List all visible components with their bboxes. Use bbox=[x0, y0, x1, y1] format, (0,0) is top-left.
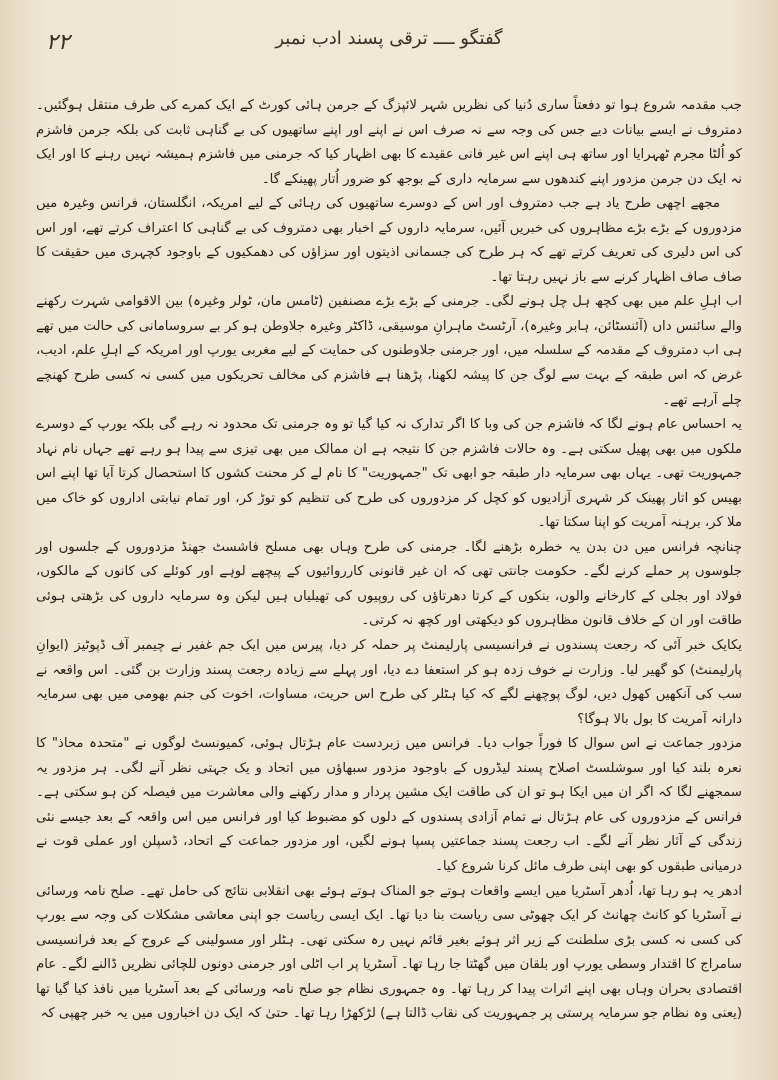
paragraph: مجھے اچھی طرح یاد ہے جب دمتروف اور اس کے دوسرے ساتھیوں کی رہائی کے لیے امریکہ، انگلستان، فرانس وغیرہ میں مزدوروں کے بڑے بڑے مظاہروں کی خبریں آئیں، سرمایہ داروں کے اخبار بھی دمتروف کی بے گناہی کا اعتراف کرتے تھے، اور اس کی اس دلیری کی تعریف کرتے تھے کہ ہر طرح کی جسمانی اذیتوں اور سزاؤں کی دھمکیوں کے باوجود کچہری میں حقیقت کا صاف صاف اظہار کرنے سے باز نہیں رہتا تھا۔ bbox=[36, 196, 742, 285]
paragraph: ادھر یہ ہو رہا تھا، اُدھر آسٹریا میں ایسے واقعات ہوتے جو المناک ہوتے ہوئے بھی انقلابی نتائج کی حامل تھے۔ صلح نامہ ورسائی نے آسٹریا کو کانٹ چھانٹ کر ایک چھوٹی سی ریاست بنا دیا تھا۔ ایک ایسی ریاست جو اپنی معاشی مشکلات کی وجہ سے یورپ کی کسی نہ کسی بڑی سلطنت کے زیر اثر ہوئے بغیر قائم نہیں رہ سکتی تھی۔ ہٹلر اور مسولینی کے عروج کے بعد فرانسیسی سامراج کا اقتدار وسطی یورپ اور بلقان میں گھٹتا جا رہا تھا۔ آسٹریا پر اب اٹلی اور جرمنی دونوں للچائی نظریں ڈالنے لگے۔ عام اقتصادی بحران وہاں بھی اپنے اثرات پیدا کر رہا تھا۔ وہ جمہوری نظام جو صلح نامہ ورسائی کے بعد آسٹریا میں نافذ کیا گیا تھا (یعنی وہ نظام جو سرمایہ پرستی پر جمہوریت کی نقاب ڈالتا ہے) لڑکھڑا رہا تھا۔ حتیٰ کہ ایک دن اخباروں میں یہ خبر چھپی کہ bbox=[36, 883, 742, 1022]
body-text bbox=[36, 94, 742, 1064]
paragraph: چنانچہ فرانس میں دن بدن یہ خطرہ بڑھنے لگا۔ جرمنی کی طرح وہاں بھی مسلح فاشسٹ جھنڈ مزدوروں کے جلسوں اور جلوسوں پر حملے کرنے لگے۔ حکومت جانتی تھی کہ ان غیر قانونی کارروائیوں کے پیچھے لوہے اور کوئلے کی کانوں کے مالکوں، فولاد اور بجلی کے کارخانے والوں، بنکوں کے کرتا دھرتاؤں کی روپیوں کی تھیلیاں ہیں لیکن وہ سرمایہ داروں کی بڑھتی ہوئی طاقت اور ان کے خلاف قانون مظاہروں کو دیکھتی اور کچھ نہ کرتی۔ bbox=[36, 539, 742, 629]
page-number: ۲۲ bbox=[46, 30, 70, 55]
paragraph: اب اہلِ علم میں بھی کچھ ہل چل ہونے لگی۔ جرمنی کے بڑے بڑے مصنفین (ٹامس مان، ٹولر وغیرہ) بین الاقوامی شہرت رکھنے والے سائنس داں (آئنسٹائن، ہابر وغیرہ)، آرٹسٹ ماہرانِ موسیقی، ڈاکٹر وغیرہ جلاوطن ہو کر بے سروسامانی کی حالت میں تھے ہی اب دمتروف کے مقدمہ کے سلسلہ میں، اور جرمنی جلاوطنوں کی حمایت کے لیے مغربی یورپ اور امریکہ کے اہلِ علم، ادیب، غرض کہ اس طبقہ کے بہت سے لوگ جن کا پیشہ لکھنا، پڑھنا ہے فاشزم کی مخالف تحریکوں میں کسی نہ کسی طرح کھنچے چلے آرہے تھے۔ bbox=[36, 294, 742, 408]
paragraph: مزدور جماعت نے اس سوال کا فوراً جواب دیا۔ فرانس میں زبردست عام ہڑتال ہوئی، کمیونسٹ لوگوں نے "متحدہ محاذ" کا نعرہ بلند کیا اور سوشلسٹ اصلاح پسند لیڈروں کے باوجود مزدور سبھاؤں میں اتحاد و یک جہتی نظر آنے لگی۔ ہر مزدور یہ سمجھنے لگا کہ اگر ان میں ایکا ہو تو ان کی طاقت ایک مشین پردار و مدار رکھنے والی معاشرت میں فیصلہ کن ہو سکتی ہے۔ فرانس کے مزدوروں کی عام ہڑتال نے تمام آزادی پسندوں کے دلوں کو مضبوط کیا اور فرانس میں اس واقعہ کے بعد جیسے نئی زندگی کے آثار نظر آنے لگے۔ اب رجعت پسند جماعتیں پسپا ہونے لگیں، اور مزدور جماعت کے اتحاد، ڈسپلن اور عملی قوت نے درمیانی طبقوں کو بھی اپنی طرف مائل کرنا شروع کیا۔ bbox=[36, 736, 742, 874]
running-title: گفتگو ــــ ترقی پسند ادب نمبر bbox=[275, 28, 503, 49]
paragraph: جب مقدمہ شروع ہوا تو دفعتاً ساری دُنیا کی نظریں شہر لائپزگ کے جرمن ہائی کورٹ کے ایک کمرے کی طرف منتقل ہوگئیں۔ دمتروف نے ایسے بیانات دیے جس کی وجہ سے نہ صرف اس نے اپنے اور اپنے ساتھیوں کی بے گناہی ثابت کی بلکہ جرمن فاشزم کو اُلٹا مجرم ٹھہرایا اور ساتھ ہی اپنے اس غیر فانی عقیدے کا بھی اظہار کیا کہ جرمنی میں فاشزم ہمیشہ نہیں رہنے کا اور ایک نہ ایک دن جرمن مزدور اپنے کندھوں سے سرمایہ داری کے بوجھ کو ضرور اُتار پھینکے گا۔ bbox=[36, 98, 742, 187]
paragraph: یکایک خبر آئی کہ رجعت پسندوں نے فرانسیسی پارلیمنٹ پر حملہ کر دیا، پیرس میں ایک جم غفیر نے چیمبر آف ڈپوٹیز (ایوانِ پارلیمنٹ) کو گھیر لیا۔ وزارت نے خوف زدہ ہو کر استعفا دے دیا، اور پہلے سے زیادہ رجعت پسند وزارت بن گئی۔ اس واقعہ نے سب کی آنکھیں کھول دیں، لوگ پوچھنے لگے کہ کیا ہٹلر کی طرح اس حریت، مساوات، اخوت کی جنم بھومی میں بھی سرمایہ دارانہ آمریت کا بول بالا ہوگا؟ bbox=[36, 638, 742, 727]
paragraph: یہ احساس عام ہونے لگا کہ فاشزم جن کی وبا کا اگر تدارک نہ کیا گیا تو وہ جرمنی تک محدود نہ رہے گی بلکہ یورپ کے دوسرے ملکوں میں بھی پھیل سکتی ہے۔ وہ حالات فاشزم جن کا نتیجہ ہے ان ممالک میں بھی تیزی سے پیدا ہو رہے تھے جہاں نام نہاد جمہوریت تھی۔ یہاں بھی سرمایہ دار طبقہ جو ابھی تک "جمہوریت" کا نام لے کر محنت کشوں کا استحصال کرتا آیا تھا اپنے اس بھیس کو اتار پھینک کر شہری آزادیوں کو کچل کر مزدوروں کی طرح کی تنظیم کو توڑ کر، اور تمام نیابتی اداروں کو خاک میں ملا کر، برہنہ آمریت کو اپنا سکتا تھا۔ bbox=[36, 417, 742, 531]
